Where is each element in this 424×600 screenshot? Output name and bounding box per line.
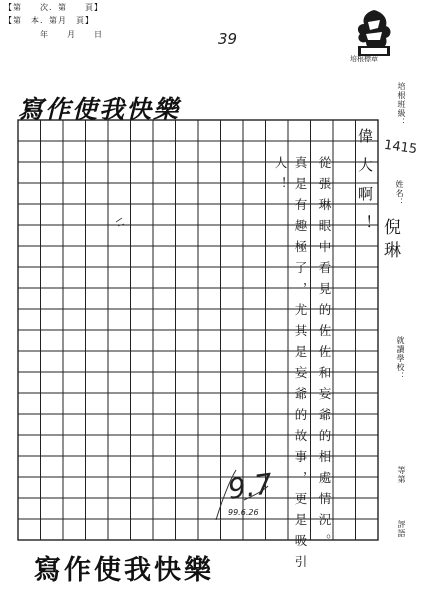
name-value: 倪琳 (380, 218, 400, 264)
header-line-1: 【第 次．第 頁】 (4, 3, 103, 12)
page-title-bottom: 寫作使我快樂 (34, 555, 214, 586)
school-label: 就讀學校： (396, 336, 405, 381)
header-date-line: 年 月 日 (40, 30, 103, 39)
grade-label: 評語 (397, 520, 406, 538)
class-label: 培根班級： (397, 82, 406, 127)
score-label: 等第 (397, 466, 406, 484)
essay-title: 偉大啊！ (356, 128, 374, 244)
handwritten-page-number: 39 (218, 30, 238, 48)
teacher-mark: 9.7 (225, 467, 275, 506)
seal-caption: 培根標章 (350, 55, 378, 63)
name-label: 姓名： (395, 180, 404, 207)
essay-column-1: 從張琳眼中看見的佐佐和妄爺的相處情況。 (317, 156, 332, 555)
essay-column-2: 真是有趣極了，尤其是妄爺的故事，更是吸引人！ (273, 156, 308, 576)
header-line-2: 【第 本．第月 頁】 (4, 16, 94, 25)
class-value: 1415 (383, 137, 418, 158)
teacher-date: 99.6.26 (228, 508, 259, 517)
page-title-top: 寫作使我快樂 (18, 95, 181, 124)
